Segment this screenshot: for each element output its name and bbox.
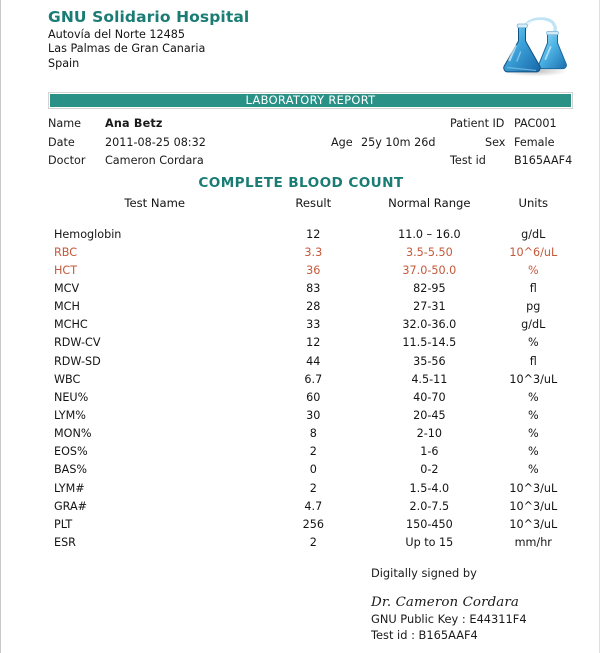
cell-normal-range: 20-45 [413,408,446,422]
cell-normal-range: 3.5-5.50 [405,245,453,259]
patient-id-label: Patient ID [450,117,505,130]
table-row [48,298,573,316]
cell-normal-range: 82-95 [413,281,446,295]
cell-test-name: MON% [54,427,92,441]
digital-signature-block [371,566,527,643]
table-row [48,279,573,297]
hospital-address-line-2: Las Palmas de Gran Canaria [48,42,206,56]
cell-units: % [527,463,539,477]
cell-normal-range: 32.0-36.0 [402,318,457,332]
date-label: Date [48,135,75,149]
hospital-name: GNU Solidario Hospital [48,8,250,26]
signed-by-label: Digitally signed by [371,566,477,580]
table-row [48,479,573,497]
cell-units: 10^3/uL [509,481,558,495]
signing-doctor-name: Dr. Cameron Cordara [371,595,519,611]
cell-units: % [527,263,539,277]
sex-label: Sex [485,135,506,149]
cell-result: 30 [306,408,321,422]
table-row [48,352,573,370]
sex-value: Female [514,135,555,149]
lab-flask-icon [495,10,577,78]
cell-normal-range: 2-10 [416,427,443,441]
gnu-public-key: GNU Public Key : E44311F4 [371,612,527,627]
cell-result: 28 [306,300,321,314]
cell-units: % [527,427,539,441]
cell-test-name: BAS% [54,463,88,477]
cell-result: 12 [306,227,321,241]
cell-test-name: GRA# [54,499,88,513]
column-header-units: Units [518,196,549,210]
cell-units: % [527,390,539,404]
column-header-result: Result [295,196,332,210]
date-value: 2011-08-25 08:32 [105,135,206,149]
table-row [48,316,573,334]
laboratory-report-banner [48,92,573,109]
cell-normal-range: 27-31 [413,300,446,314]
cell-result: 0 [309,463,317,477]
cell-normal-range: 1.5-4.0 [409,481,450,495]
cell-units: pg [526,300,541,314]
cell-result: 2 [309,481,317,495]
cell-result: 4.7 [304,499,323,513]
cell-units: g/dL [521,227,546,241]
cell-test-name: NEU% [54,390,89,404]
table-row [48,443,573,461]
cell-units: fl [529,281,537,295]
cell-result: 36 [306,263,321,277]
cell-units: 10^3/uL [509,499,558,513]
cell-result: 6.7 [304,372,323,386]
cell-normal-range: 0-2 [420,463,439,477]
cell-normal-range: Up to 15 [405,535,454,549]
table-row [48,497,573,515]
cell-units: g/dL [521,318,546,332]
cell-test-name: EOS% [54,445,88,459]
table-row [48,334,573,352]
table-row [48,406,573,424]
cell-result: 2 [309,445,317,459]
cell-test-name: MCHC [54,318,88,332]
cell-test-name: RDW-SD [54,354,101,368]
laboratory-report-banner-label: LABORATORY REPORT [50,94,571,107]
cell-test-name: RBC [54,245,78,259]
cell-units: mm/hr [514,535,552,549]
cell-test-name: Hemoglobin [54,227,122,241]
table-row [48,225,573,243]
cell-result: 60 [306,390,321,404]
cell-test-name: ESR [54,535,76,549]
report-header [48,8,448,71]
cell-test-name: LYM# [54,481,85,495]
cell-units: 10^3/uL [509,517,558,531]
table-row [48,261,573,279]
cell-result: 2 [309,535,317,549]
cell-units: fl [529,354,537,368]
patient-info-row-name [48,115,573,134]
name-value: Ana Betz [105,117,163,130]
cell-units: 10^6/uL [509,245,558,259]
cell-units: % [527,336,539,350]
name-label: Name [48,117,82,130]
table-row [48,388,573,406]
hospital-address-line-1: Autovía del Norte 12485 [48,28,185,41]
patient-info-row-doctor [48,152,573,171]
cell-normal-range: 150-450 [405,517,453,531]
cell-normal-range: 11.0 – 16.0 [398,227,461,241]
table-row [48,461,573,479]
table-row [48,370,573,388]
table-header-row [48,196,573,225]
cell-test-name: PLT [54,517,73,531]
results-table [48,196,573,552]
cell-normal-range: 4.5-11 [411,372,448,386]
cell-result: 33 [306,318,321,332]
cell-units: % [527,445,539,459]
cell-result: 256 [302,517,324,531]
cell-normal-range: 2.0-7.5 [409,499,450,513]
cell-test-name: LYM% [54,408,86,422]
column-header-normal-range: Normal Range [388,196,471,210]
cell-test-name: RDW-CV [54,336,101,350]
cell-result: 12 [306,336,321,350]
cell-normal-range: 40-70 [413,390,446,404]
table-row [48,425,573,443]
table-row [48,515,573,533]
column-header-test-name: Test Name [124,196,186,210]
patient-info-row-date [48,134,573,153]
cell-result: 3.3 [304,245,323,259]
hospital-address-line-3: Spain [48,56,80,70]
cell-test-name: WBC [54,372,81,386]
cell-test-name: MCV [54,281,80,295]
signature-test-id: Test id : B165AAF4 [371,627,478,642]
cell-test-name: MCH [54,300,80,314]
patient-id-value: PAC001 [514,117,557,130]
age-value: 25y 10m 26d [361,135,436,149]
test-id-value: B165AAF4 [514,154,573,167]
test-id-label: Test id [450,154,486,167]
cell-normal-range: 35-56 [413,354,446,368]
cell-normal-range: 37.0-50.0 [402,263,457,277]
table-row [48,533,573,551]
cell-units: % [527,408,539,422]
doctor-value: Cameron Cordara [105,154,204,167]
cell-normal-range: 1-6 [420,445,439,459]
cell-result: 8 [309,427,317,441]
cell-result: 83 [306,281,321,295]
table-row [48,243,573,261]
cell-units: 10^3/uL [509,372,558,386]
cell-normal-range: 11.5-14.5 [402,336,457,350]
cell-test-name: HCT [54,263,78,277]
page-title: COMPLETE BLOOD COUNT [198,175,404,191]
doctor-label: Doctor [48,154,86,167]
age-label: Age [331,135,353,149]
results-table-body [48,225,573,552]
patient-info [48,115,573,171]
cell-result: 44 [306,354,321,368]
